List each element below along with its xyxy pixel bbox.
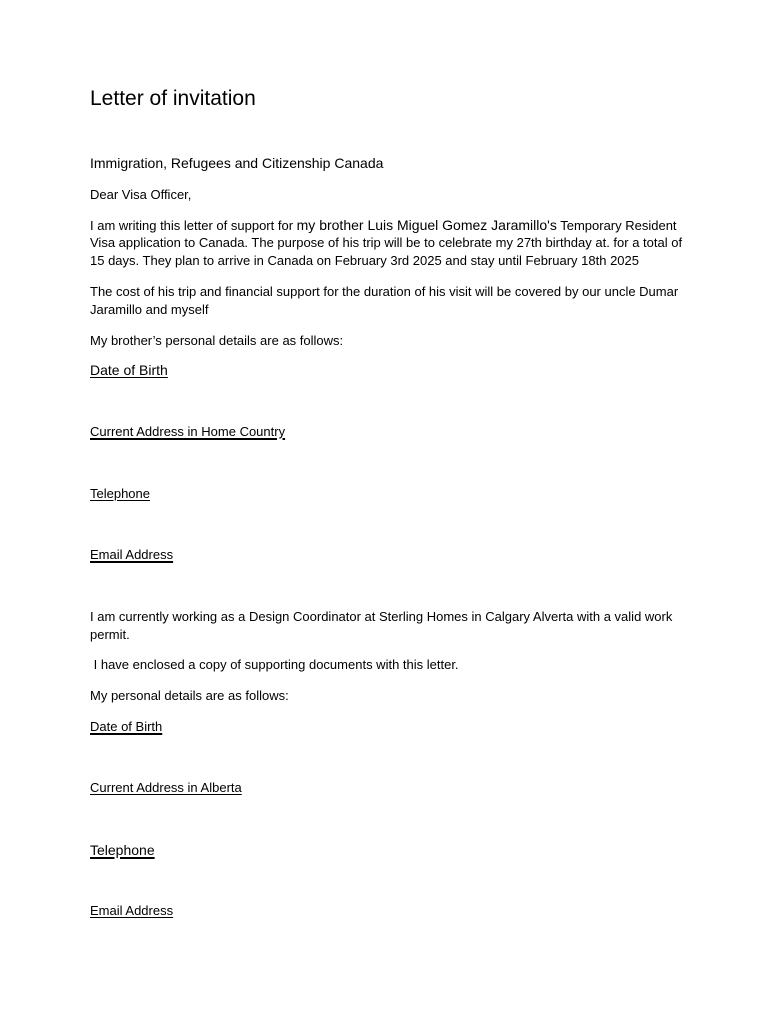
salutation: Dear Visa Officer, — [90, 187, 192, 202]
brother-dob-label: Date of Birth — [90, 362, 168, 378]
support-line1-rest: Temporary Resident — [556, 218, 677, 233]
recipient-agency: Immigration, Refugees and Citizenship Canada — [90, 155, 384, 171]
brother-details-intro: My brother’s personal details are as follows: — [90, 333, 344, 348]
paragraph-employment-line-2: permit. — [90, 627, 130, 642]
brother-address-label: Current Address in Home Country — [90, 424, 286, 439]
my-address-label: Current Address in Alberta — [90, 780, 242, 795]
brother-telephone-label: Telephone — [90, 486, 150, 501]
my-dob-label: Date of Birth — [90, 719, 163, 734]
paragraph-cost-line-1: The cost of his trip and financial support for the duration of his visit will be covered by our uncle Dumar — [90, 284, 679, 299]
my-details-intro: My personal details are as follows: — [90, 688, 289, 703]
paragraph-employment-line-1: I am currently working as a Design Coordinator at Sterling Homes in Calgary Alverta with a valid work — [90, 609, 673, 624]
brother-name-emphasis: my brother Luis Miguel Gomez Jaramillo's — [296, 217, 557, 233]
my-email-label: Email Address — [90, 903, 174, 918]
support-lead-text: I am writing this letter of support for — [90, 218, 297, 233]
paragraph-support-line-1 — [90, 216, 677, 235]
page-title: Letter of invitation — [90, 87, 256, 110]
paragraph-support-line-2: Visa application to Canada. The purpose of his trip will be to celebrate my 27th birthday at. for a total of — [90, 235, 683, 250]
brother-email-label: Email Address — [90, 547, 174, 562]
paragraph-support-line-3: 15 days. They plan to arrive in Canada on February 3rd 2025 and stay until February 18th 2025 — [90, 253, 639, 268]
paragraph-cost-line-2: Jaramillo and myself — [90, 302, 209, 317]
my-telephone-label: Telephone — [90, 842, 155, 858]
enclosed-documents-note: I have enclosed a copy of supporting documents with this letter. — [90, 657, 459, 672]
